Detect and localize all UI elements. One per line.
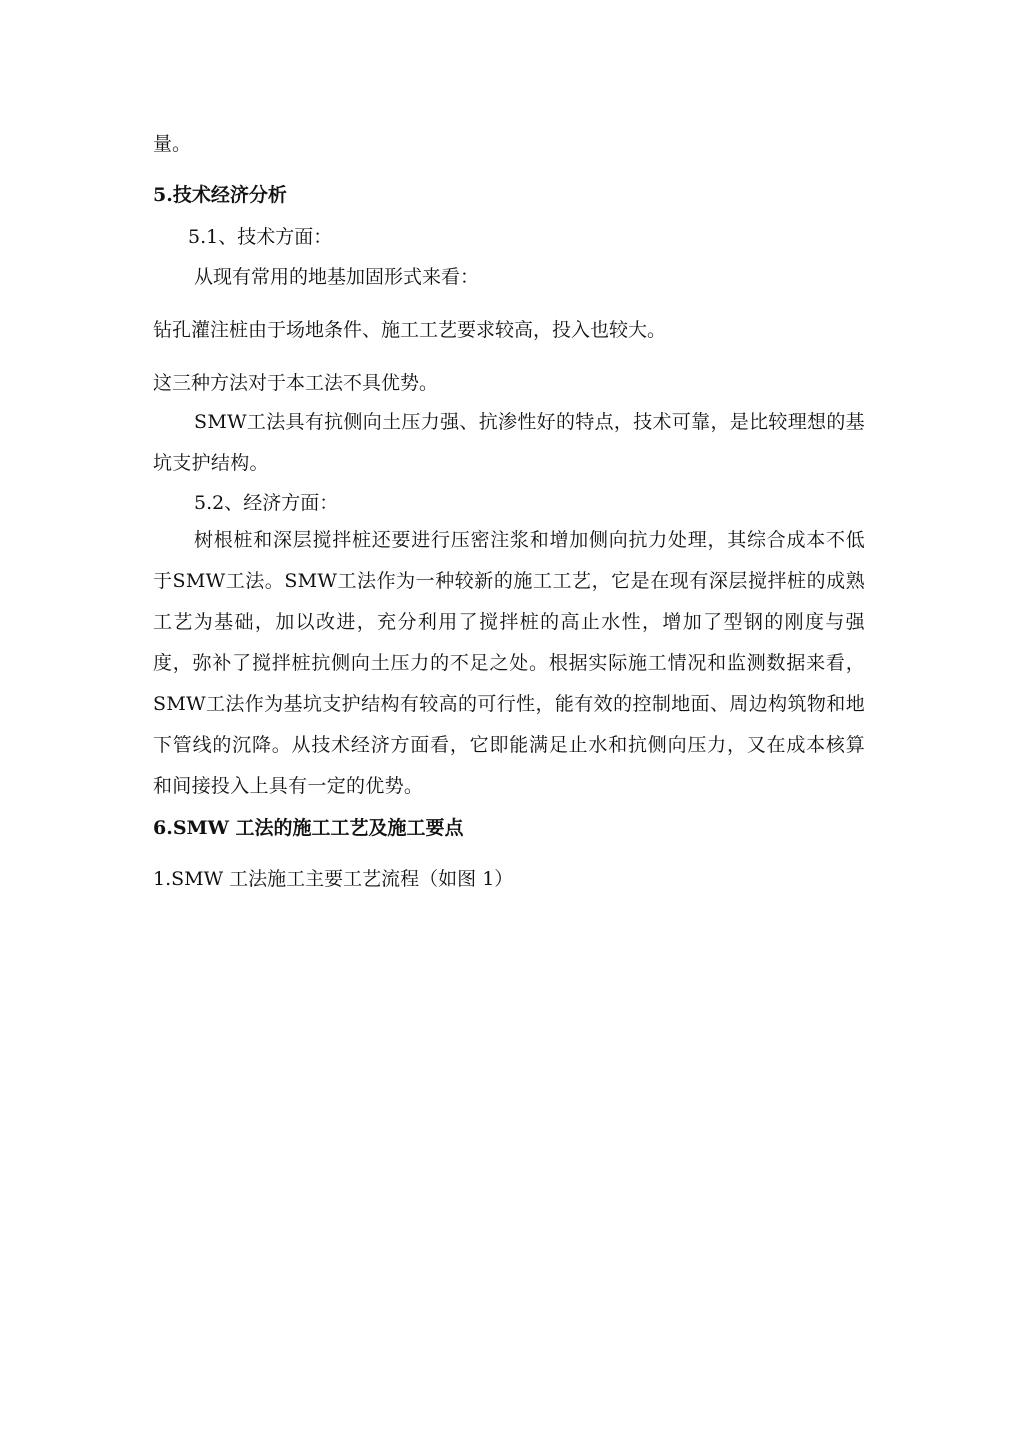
paragraph-three-methods: 这三种方法对于本工法不具优势。 bbox=[153, 372, 439, 394]
process-flow-caption: 1.SMW 工法施工主要工艺流程（如图 1） bbox=[153, 868, 514, 890]
paragraph-economic-analysis: 树根桩和深层搅拌桩还要进行压密注浆和增加侧向抗力处理，其综合成本不低于SMW工法。SMW工法作为一种较新的施工工艺，它是在现有深层搅拌桩的成熟工艺为基础，加以改进，充分利用了搅拌桩的高止水性，增加了型钢的刚度与强度，弥补了搅拌桩抗侧向土压力的不足之处。根据实际施工情况和监测数据来看，SMW工法作为基坑支护结构有较高的可行性，能有效的控制地面、周边构筑物和地下管线的沉降。从技术经济方面看，它即能满足止水和抗侧向压力，又在成本核算和间接投入上具有一定的优势。 bbox=[153, 529, 865, 797]
paragraph-foundation-forms: 从现有常用的地基加固形式来看： bbox=[194, 266, 480, 288]
section-6-heading: 6.SMW 工法的施工工艺及施工要点 bbox=[153, 817, 464, 839]
section-5-heading: 5.技术经济分析 bbox=[153, 184, 287, 206]
paragraph-smw-advantages: SMW工法具有抗侧向土压力强、抗渗性好的特点，技术可靠，是比较理想的基坑支护结构。 bbox=[153, 411, 865, 474]
paragraph-continuation: 量。 bbox=[153, 133, 192, 155]
paragraph-bored-piles: 钻孔灌注桩由于场地条件、施工工艺要求较高，投入也较大。 bbox=[153, 319, 667, 341]
subsection-5-2-heading: 5.2、经济方面： bbox=[194, 492, 339, 514]
subsection-5-1-heading: 5.1、技术方面： bbox=[188, 226, 333, 248]
